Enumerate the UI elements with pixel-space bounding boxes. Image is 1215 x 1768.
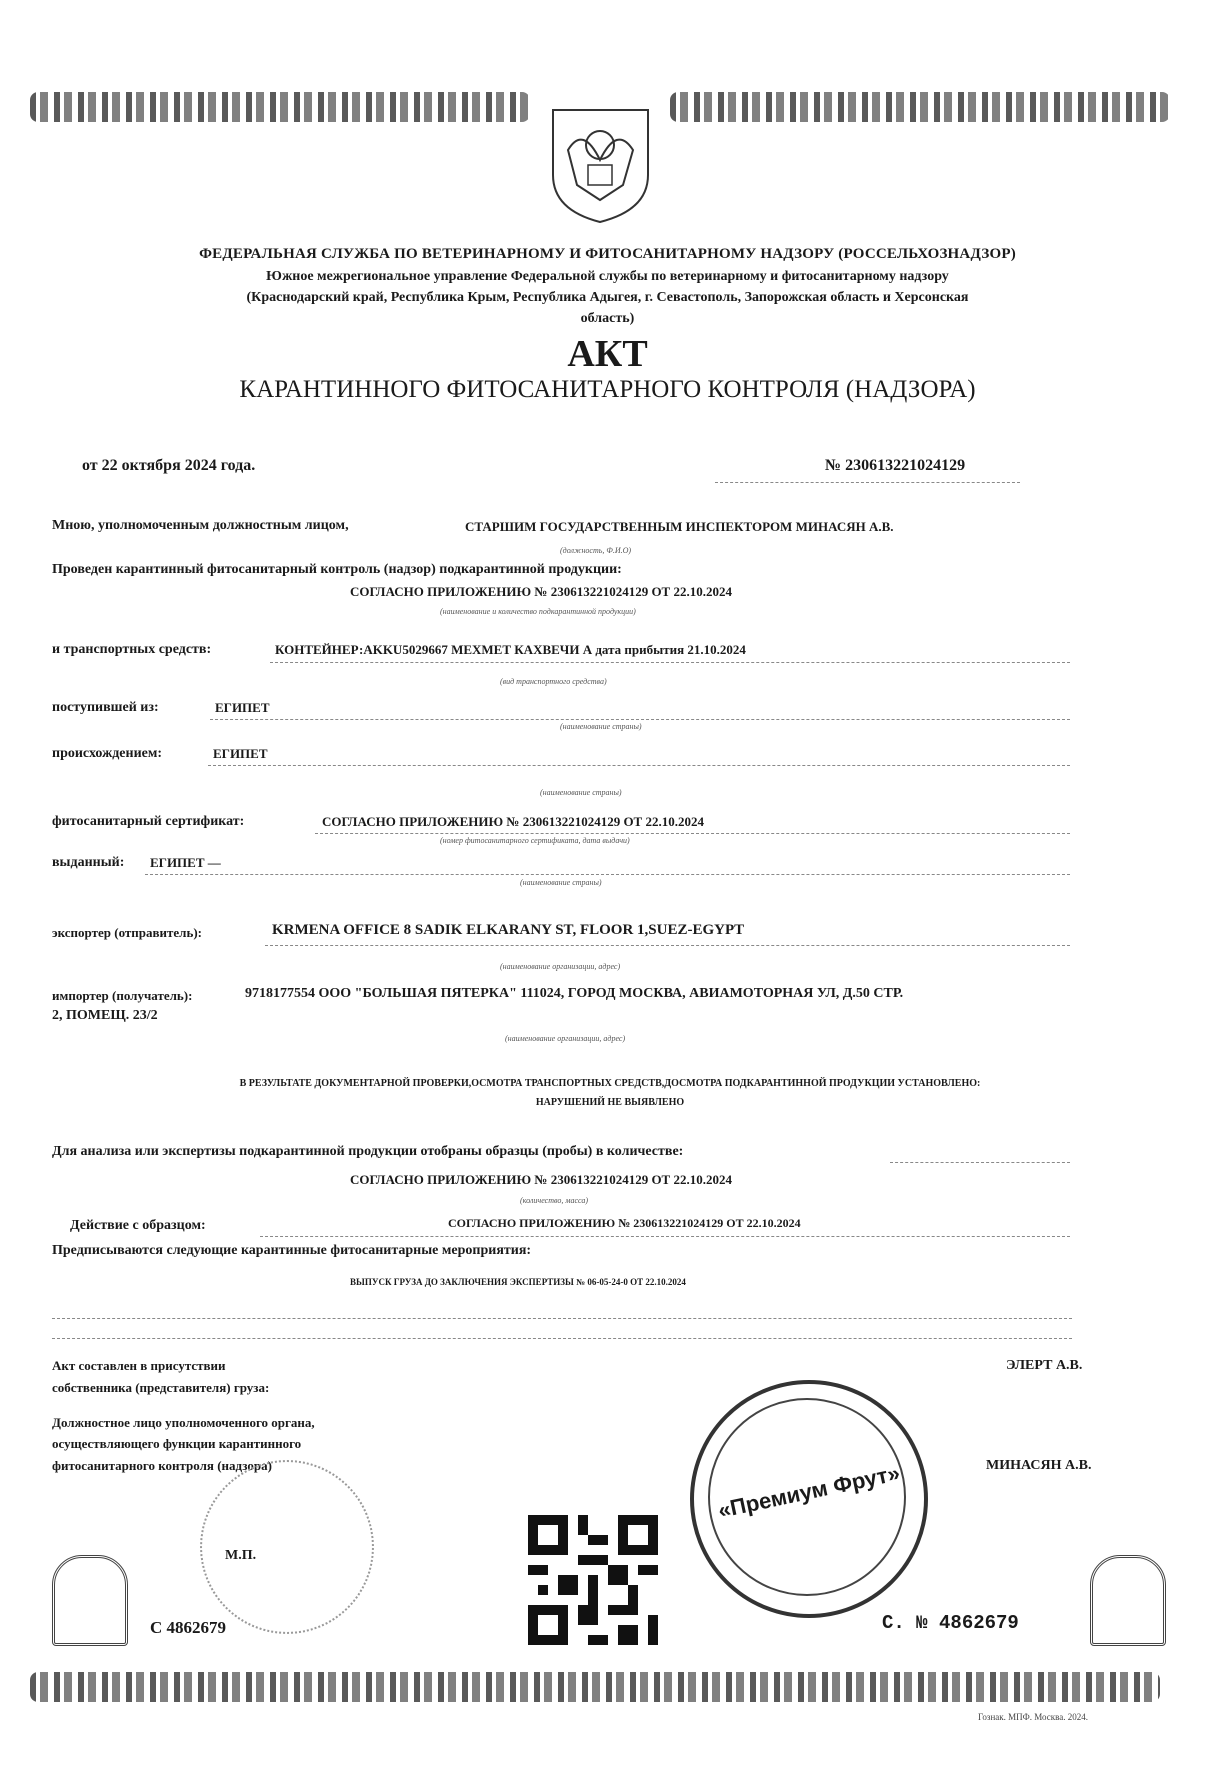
importer-value-line-2: 2, ПОМЕЩ. 23/2 bbox=[52, 1008, 158, 1023]
samples-label: Для анализа или экспертизы подкарантинной продукции отобраны образцы (пробы) в количестве: bbox=[52, 1144, 684, 1159]
document-subtitle: КАРАНТИННОГО ФИТОСАНИТАРНОГО КОНТРОЛЯ (НАДЗОРА) bbox=[239, 376, 976, 403]
inspector-hint: (должность, Ф.И.О) bbox=[560, 546, 632, 555]
owner-line-1: Акт составлен в присутствии bbox=[52, 1358, 226, 1373]
from-underline bbox=[210, 719, 1070, 720]
owner-name: ЭЛЕРТ А.В. bbox=[1006, 1358, 1083, 1373]
department-line-1: Южное межрегиональное управление Федеральной службы по ветеринарному и фитосанитарному надзору bbox=[266, 269, 949, 284]
importer-value-line-1: 9718177554 ООО "БОЛЬШАЯ ПЯТЕРКА" 111024, ГОРОД МОСКВА, АВИАМОТОРНАЯ УЛ, Д.50 СТР. bbox=[245, 986, 904, 1001]
official-line-2: осуществляющего функции карантинного bbox=[52, 1436, 302, 1451]
conducted-hint: (наименование и количество подкарантинной продукции) bbox=[440, 607, 636, 616]
origin-underline bbox=[208, 765, 1070, 766]
official-seal bbox=[200, 1460, 374, 1634]
action-label: Действие с образцом: bbox=[70, 1218, 206, 1233]
top-ornament-left bbox=[30, 92, 530, 122]
document-title: АКТ bbox=[567, 333, 648, 375]
transport-value: КОНТЕЙНЕР:AKKU5029667 МЕХМЕТ КАХВЕЧИ А дата прибытия 21.10.2024 bbox=[275, 642, 746, 657]
issued-hint: (наименование страны) bbox=[520, 878, 602, 887]
corner-ornament-left bbox=[52, 1555, 128, 1646]
printer-mark: Гознак. МПФ. Москва. 2024. bbox=[978, 1712, 1089, 1722]
coat-of-arms-icon bbox=[548, 105, 653, 225]
samples-underline-top bbox=[890, 1162, 1070, 1163]
official-line-3: фитосанитарного контроля (надзора) bbox=[52, 1458, 272, 1473]
agency-name: ФЕДЕРАЛЬНАЯ СЛУЖБА ПО ВЕТЕРИНАРНОМУ И ФИТОСАНИТАРНОМУ НАДЗОРУ (РОССЕЛЬХОЗНАДЗОР) bbox=[199, 246, 1016, 262]
mp-label: М.П. bbox=[225, 1548, 257, 1563]
exporter-underline bbox=[265, 945, 1070, 946]
certificate-hint: (номер фитосанитарного сертификата, дата выдачи) bbox=[440, 836, 630, 845]
transport-underline bbox=[270, 662, 1070, 663]
serial-right: С. № 4862679 bbox=[882, 1612, 1019, 1634]
transport-hint: (вид транспортного средства) bbox=[500, 677, 607, 686]
inspector-value: СТАРШИМ ГОСУДАРСТВЕННЫМ ИНСПЕКТОРОМ МИНАСЯН А.В. bbox=[465, 519, 894, 534]
act-date: от 22 октября 2024 года. bbox=[82, 457, 256, 474]
act-number: № 230613221024129 bbox=[825, 457, 966, 474]
importer-hint: (наименование организации, адрес) bbox=[505, 1034, 626, 1043]
from-label: поступившей из: bbox=[52, 700, 159, 715]
serial-left: С 4862679 bbox=[150, 1618, 227, 1637]
bottom-ornament bbox=[30, 1672, 1160, 1702]
origin-hint: (наименование страны) bbox=[540, 788, 622, 797]
number-underline bbox=[715, 482, 1020, 483]
samples-hint: (количество, масса) bbox=[520, 1196, 589, 1205]
department-line-3: область) bbox=[580, 311, 635, 326]
measures-underline-2 bbox=[52, 1338, 1072, 1339]
result-line-1: В РЕЗУЛЬТАТЕ ДОКУМЕНТАРНОЙ ПРОВЕРКИ,ОСМОТРА ТРАНСПОРТНЫХ СРЕДСТВ,ДОСМОТРА ПОДКАРАНТИННОЙ ПРОДУКЦИИ УСТАНОВЛЕНО: bbox=[239, 1078, 981, 1089]
action-value: СОГЛАСНО ПРИЛОЖЕНИЮ № 230613221024129 ОТ 22.10.2024 bbox=[448, 1216, 801, 1230]
certificate-underline bbox=[315, 833, 1070, 834]
conducted-value: СОГЛАСНО ПРИЛОЖЕНИЮ № 230613221024129 ОТ 22.10.2024 bbox=[350, 584, 732, 599]
from-value: ЕГИПЕТ bbox=[215, 700, 270, 715]
issued-underline bbox=[145, 874, 1070, 875]
measures-label: Предписываются следующие карантинные фитосанитарные мероприятия: bbox=[52, 1243, 532, 1258]
department-line-2: (Краснодарский край, Республика Крым, Республика Адыгея, г. Севастополь, Запорожская область и Херсонская bbox=[246, 290, 969, 305]
company-stamp bbox=[690, 1380, 928, 1618]
origin-value: ЕГИПЕТ bbox=[213, 746, 268, 761]
samples-value: СОГЛАСНО ПРИЛОЖЕНИЮ № 230613221024129 ОТ 22.10.2024 bbox=[350, 1172, 732, 1187]
certificate-label: фитосанитарный сертификат: bbox=[52, 814, 245, 829]
from-hint: (наименование страны) bbox=[560, 722, 642, 731]
transport-label: и транспортных средств: bbox=[52, 642, 212, 657]
top-ornament-right bbox=[670, 92, 1170, 122]
origin-label: происхождением: bbox=[52, 746, 163, 761]
stamp-text: «Премиум Фрут» bbox=[715, 1460, 902, 1523]
corner-ornament-right bbox=[1090, 1555, 1166, 1646]
issued-label: выданный: bbox=[52, 855, 125, 870]
conducted-label: Проведен карантинный фитосанитарный контроль (надзор) подкарантинной продукции: bbox=[52, 562, 622, 577]
measures-underline-1 bbox=[52, 1318, 1072, 1319]
issued-value: ЕГИПЕТ — bbox=[150, 855, 221, 870]
exporter-value: KRMENA OFFICE 8 SADIK ELKARANY ST, FLOOR 1,SUEZ-EGYPT bbox=[272, 922, 745, 938]
official-name: МИНАСЯН А.В. bbox=[986, 1458, 1092, 1473]
qr-code bbox=[528, 1515, 658, 1645]
certificate-value: СОГЛАСНО ПРИЛОЖЕНИЮ № 230613221024129 ОТ 22.10.2024 bbox=[322, 814, 704, 829]
action-underline bbox=[260, 1236, 1070, 1237]
owner-line-2: собственника (представителя) груза: bbox=[52, 1380, 270, 1395]
importer-label: импортер (получатель): bbox=[52, 988, 193, 1003]
exporter-label: экспортер (отправитель): bbox=[52, 925, 202, 940]
result-line-2: НАРУШЕНИЙ НЕ ВЫЯВЛЕНО bbox=[535, 1097, 685, 1108]
measures-value: ВЫПУСК ГРУЗА ДО ЗАКЛЮЧЕНИЯ ЭКСПЕРТИЗЫ № 06-05-24-0 ОТ 22.10.2024 bbox=[350, 1277, 686, 1287]
official-line-1: Должностное лицо уполномоченного органа, bbox=[52, 1415, 315, 1430]
inspector-label: Мною, уполномоченным должностным лицом, bbox=[52, 518, 349, 533]
exporter-hint: (наименование организации, адрес) bbox=[500, 962, 621, 971]
